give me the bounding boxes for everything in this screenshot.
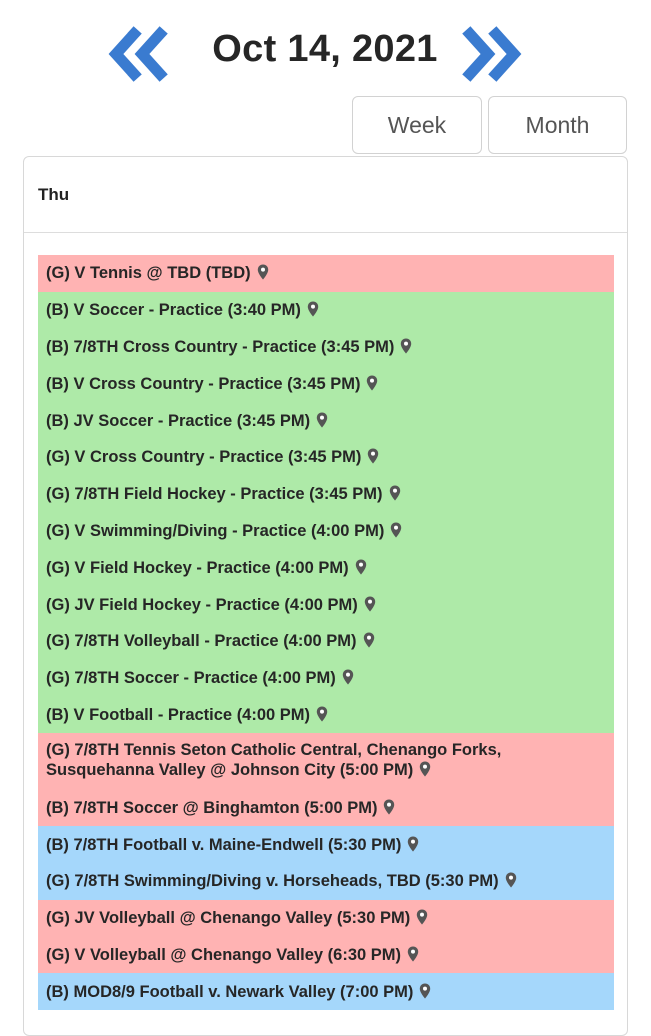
event-title: (B) V Cross Country - Practice (3:45 PM) <box>46 374 361 393</box>
event-title: (B) MOD8/9 Football v. Newark Valley (7:00 PM) <box>46 982 414 1001</box>
event-content <box>46 945 419 965</box>
event-item[interactable] <box>38 439 614 476</box>
map-pin-icon[interactable] <box>316 706 328 722</box>
event-content <box>46 871 517 891</box>
previous-day-button[interactable] <box>104 26 168 82</box>
map-pin-icon[interactable] <box>342 669 354 685</box>
event-item[interactable] <box>38 937 614 974</box>
map-pin-icon[interactable] <box>364 596 376 612</box>
map-pin-icon[interactable] <box>367 448 379 464</box>
event-title: (G) 7/8TH Swimming/Diving v. Horseheads, TBD (5:30 PM) <box>46 872 499 891</box>
event-title: (G) 7/8TH Volleyball - Practice (4:00 PM) <box>46 632 357 651</box>
event-content <box>46 484 401 504</box>
event-content <box>46 595 376 615</box>
event-content <box>46 521 402 541</box>
event-content <box>46 631 375 651</box>
event-content <box>46 300 319 320</box>
map-pin-icon[interactable] <box>407 836 419 852</box>
event-title: (G) JV Volleyball @ Chenango Valley (5:30 PM) <box>46 909 411 928</box>
event-item[interactable] <box>38 973 614 1010</box>
event-list <box>38 255 614 1010</box>
map-pin-icon[interactable] <box>407 946 419 962</box>
event-content <box>46 411 328 431</box>
event-title: (G) V Swimming/Diving - Practice (4:00 PM) <box>46 521 385 540</box>
event-content <box>46 558 367 578</box>
event-content <box>46 337 412 357</box>
event-content <box>46 447 379 467</box>
event-item[interactable] <box>38 476 614 513</box>
event-item[interactable] <box>38 329 614 366</box>
event-item[interactable] <box>38 513 614 550</box>
event-title: (B) 7/8TH Soccer @ Binghamton (5:00 PM) <box>46 798 378 817</box>
event-item[interactable] <box>38 697 614 734</box>
event-item[interactable] <box>38 292 614 329</box>
event-item[interactable] <box>38 733 614 789</box>
map-pin-icon[interactable] <box>400 338 412 354</box>
day-panel <box>23 156 628 1036</box>
event-title: (G) 7/8TH Tennis Seton Catholic Central, Chenango Forks, Susquehanna Valley @ Johnson City (5:00 PM) <box>46 741 502 780</box>
date-navigation <box>0 22 651 86</box>
event-item[interactable] <box>38 789 614 826</box>
event-title: (B) V Soccer - Practice (3:40 PM) <box>46 301 301 320</box>
event-title: (G) 7/8TH Soccer - Practice (4:00 PM) <box>46 669 336 688</box>
event-content <box>46 908 428 928</box>
event-title: (G) V Volleyball @ Chenango Valley (6:30 PM) <box>46 945 402 964</box>
map-pin-icon[interactable] <box>390 522 402 538</box>
event-item[interactable] <box>38 660 614 697</box>
event-content <box>46 374 378 394</box>
week-view-button[interactable]: Week <box>352 96 482 154</box>
month-view-button[interactable]: Month <box>488 96 627 154</box>
map-pin-icon[interactable] <box>416 909 428 925</box>
event-title: (G) 7/8TH Field Hockey - Practice (3:45 PM) <box>46 485 383 504</box>
event-title: (G) JV Field Hockey - Practice (4:00 PM) <box>46 595 358 614</box>
map-pin-icon[interactable] <box>316 412 328 428</box>
event-content <box>46 982 431 1002</box>
event-content <box>46 835 419 855</box>
map-pin-icon[interactable] <box>307 301 319 317</box>
event-item[interactable] <box>38 863 614 900</box>
event-item[interactable] <box>38 623 614 660</box>
event-item[interactable] <box>38 900 614 937</box>
event-title: (G) V Field Hockey - Practice (4:00 PM) <box>46 558 349 577</box>
event-title: (B) JV Soccer - Practice (3:45 PM) <box>46 411 311 430</box>
map-pin-icon[interactable] <box>505 872 517 888</box>
event-item[interactable] <box>38 549 614 586</box>
current-date-title: Oct 14, 2021 <box>212 28 438 70</box>
next-day-button[interactable] <box>462 26 526 82</box>
event-title: (B) 7/8TH Cross Country - Practice (3:45 PM) <box>46 337 395 356</box>
event-content <box>46 798 395 818</box>
double-chevron-right-icon <box>462 26 526 82</box>
map-pin-icon[interactable] <box>383 799 395 815</box>
map-pin-icon[interactable] <box>363 632 375 648</box>
event-item[interactable] <box>38 826 614 863</box>
map-pin-icon[interactable] <box>389 485 401 501</box>
day-header <box>24 157 627 233</box>
event-item[interactable] <box>38 586 614 623</box>
event-title: (B) 7/8TH Football v. Maine-Endwell (5:30 PM) <box>46 835 402 854</box>
event-item[interactable] <box>38 402 614 439</box>
map-pin-icon[interactable] <box>366 375 378 391</box>
event-title: (G) V Tennis @ TBD (TBD) <box>46 264 251 283</box>
map-pin-icon[interactable] <box>355 559 367 575</box>
event-title: (G) V Cross Country - Practice (3:45 PM) <box>46 448 362 467</box>
event-title: (B) V Football - Practice (4:00 PM) <box>46 705 311 724</box>
event-content <box>46 705 328 725</box>
event-content <box>46 668 354 688</box>
event-item[interactable] <box>38 255 614 292</box>
map-pin-icon[interactable] <box>419 983 431 999</box>
map-pin-icon[interactable] <box>257 264 269 280</box>
double-chevron-left-icon <box>104 26 168 82</box>
event-content <box>46 740 606 780</box>
event-content <box>46 263 269 283</box>
map-pin-icon[interactable] <box>419 761 431 777</box>
day-label: Thu <box>38 185 70 204</box>
event-item[interactable] <box>38 365 614 402</box>
